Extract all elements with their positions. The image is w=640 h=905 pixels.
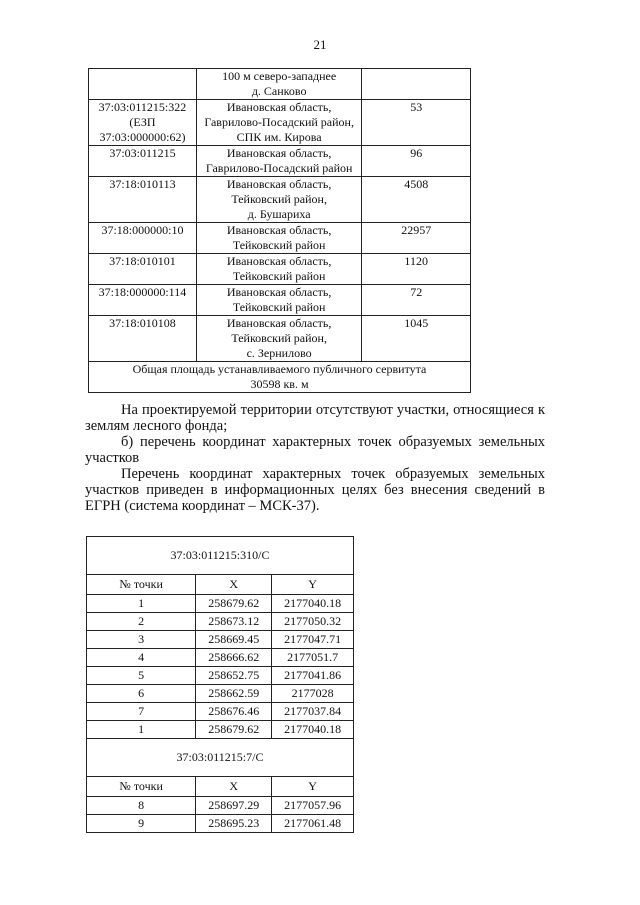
column-header-x: X xyxy=(196,575,272,595)
plots-table-row xyxy=(89,146,471,177)
point-x: 258673.12 xyxy=(196,613,272,631)
point-y: 2177050.32 xyxy=(272,613,354,631)
column-header-x: X xyxy=(196,777,272,797)
plot-cadastral-number: (ЕЗП xyxy=(129,115,156,129)
plot-area-value: 1120 xyxy=(404,254,428,268)
plot-area-value: 72 xyxy=(410,285,423,299)
point-number: 9 xyxy=(87,815,196,833)
plot-location-cell xyxy=(196,100,361,146)
plot-cadastral-number: 37:03:011215:322 xyxy=(98,100,187,114)
plot-location-cell xyxy=(196,177,361,223)
plot-cadastral-cell xyxy=(89,69,197,100)
point-number: 2 xyxy=(87,613,196,631)
point-y: 2177057.96 xyxy=(272,797,354,815)
plot-cadastral-cell xyxy=(89,254,197,285)
coordinate-row xyxy=(87,631,354,649)
coordinate-row xyxy=(87,667,354,685)
plots-table-row xyxy=(89,223,471,254)
plots-total-row xyxy=(89,362,471,393)
plots-table-row xyxy=(89,177,471,223)
plot-location-line: Ивановская область, xyxy=(226,254,332,268)
plot-cadastral-number: 37:18:000000:114 xyxy=(98,285,187,299)
column-header-point: № точки xyxy=(87,575,196,595)
plot-location-line: Тейковский район xyxy=(232,238,326,252)
parcel-header-row xyxy=(87,739,354,777)
coordinate-row xyxy=(87,613,354,631)
plot-cadastral-number: 37:18:010108 xyxy=(109,316,176,330)
point-y: 2177040.18 xyxy=(272,721,354,739)
plot-area-cell xyxy=(362,100,471,146)
plots-total-cell xyxy=(89,362,471,393)
column-header-y: Y xyxy=(272,777,354,797)
plot-location-line: Ивановская область, xyxy=(226,146,332,160)
plot-area-cell xyxy=(362,69,471,100)
plots-table xyxy=(88,68,471,393)
coordinate-row xyxy=(87,815,354,833)
plot-cadastral-cell xyxy=(89,100,197,146)
parcel-name: 37:03:011215:310/С xyxy=(87,537,354,575)
point-x: 258679.62 xyxy=(196,595,272,613)
plot-location-line: 100 м северо-западнее xyxy=(222,69,337,83)
plot-location-line: Ивановская область, xyxy=(226,177,332,191)
point-number: 6 xyxy=(87,685,196,703)
point-number: 1 xyxy=(87,721,196,739)
plot-location-cell xyxy=(196,254,361,285)
point-y: 2177037.84 xyxy=(272,703,354,721)
column-header-y: Y xyxy=(272,575,354,595)
paragraph-coords-note: Перечень координат характерных точек образуемых земельных участков приведен в информационных целях без внесения сведений в ЕГРН (система координат – МСК-37). xyxy=(85,466,545,514)
parcel-header-row xyxy=(87,537,354,575)
plots-total-value: 30598 кв. м xyxy=(250,377,309,391)
plot-area-value: 96 xyxy=(410,146,423,160)
plots-table-row xyxy=(89,100,471,146)
point-x: 258669.45 xyxy=(196,631,272,649)
point-x: 258666.62 xyxy=(196,649,272,667)
plot-location-line: Тейковский район xyxy=(232,269,326,283)
plot-area-cell xyxy=(362,254,471,285)
plot-location-line: Ивановская область, xyxy=(226,100,332,114)
point-x: 258652.75 xyxy=(196,667,272,685)
page-number: 21 xyxy=(313,37,327,52)
plot-location-line: Ивановская область, xyxy=(226,316,332,330)
plot-location-line: Тейковский район xyxy=(232,300,326,314)
plot-location-cell xyxy=(196,316,361,362)
coordinate-row xyxy=(87,649,354,667)
plots-table-row xyxy=(89,316,471,362)
plot-location-line: Тейковский район, xyxy=(231,192,327,206)
coords-column-header-row xyxy=(87,777,354,797)
paragraph-forest-fund: На проектируемой территории отсутствуют участки, относящиеся к землям лесного фонда; xyxy=(85,402,545,434)
plot-area-cell xyxy=(362,177,471,223)
plot-area-value: 1045 xyxy=(404,316,429,330)
plot-cadastral-cell xyxy=(89,146,197,177)
column-header-point: № точки xyxy=(87,777,196,797)
plot-location-line: Гаврилово-Посадский район xyxy=(205,161,353,175)
point-y: 2177040.18 xyxy=(272,595,354,613)
point-number: 5 xyxy=(87,667,196,685)
coordinate-row xyxy=(87,685,354,703)
plot-area-value: 4508 xyxy=(404,177,429,191)
plot-cadastral-number: 37:18:000000:10 xyxy=(101,223,184,237)
plot-location-line: СПК им. Кирова xyxy=(236,130,322,144)
point-y: 2177028 xyxy=(272,685,354,703)
plots-table-row xyxy=(89,254,471,285)
coordinate-row xyxy=(87,703,354,721)
plots-total-label: Общая площадь устанавливаемого публичного сервитута xyxy=(132,362,427,376)
plot-location-line: Гаврилово-Посадский район, xyxy=(204,115,354,129)
point-x: 258679.62 xyxy=(196,721,272,739)
plot-area-cell xyxy=(362,285,471,316)
point-x: 258695.23 xyxy=(196,815,272,833)
plot-location-line: Ивановская область, xyxy=(226,223,332,237)
plot-cadastral-cell xyxy=(89,316,197,362)
point-number: 4 xyxy=(87,649,196,667)
plot-cadastral-number: 37:18:010113 xyxy=(109,177,176,191)
plot-area-value: 22957 xyxy=(401,223,432,237)
plot-area-value: 53 xyxy=(410,100,423,114)
coordinate-row xyxy=(87,797,354,815)
coordinate-row xyxy=(87,595,354,613)
paragraph-coords-heading: б) перечень координат характерных точек образуемых земельных участков xyxy=(85,434,545,466)
plot-location-cell xyxy=(196,285,361,316)
plot-location-line: Ивановская область, xyxy=(226,285,332,299)
plot-location-line: с. Зернилово xyxy=(246,346,312,360)
plot-location-line: д. Бушариха xyxy=(247,207,311,221)
plot-cadastral-cell xyxy=(89,177,197,223)
coords-column-header-row xyxy=(87,575,354,595)
point-number: 8 xyxy=(87,797,196,815)
point-y: 2177051.7 xyxy=(272,649,354,667)
point-x: 258676.46 xyxy=(196,703,272,721)
point-x: 258662.59 xyxy=(196,685,272,703)
point-number: 3 xyxy=(87,631,196,649)
point-number: 1 xyxy=(87,595,196,613)
plot-area-cell xyxy=(362,146,471,177)
plots-table-row xyxy=(89,285,471,316)
plot-cadastral-number: 37:18:010101 xyxy=(109,254,176,268)
point-y: 2177041.86 xyxy=(272,667,354,685)
plot-location-cell xyxy=(196,69,361,100)
point-y: 2177047.71 xyxy=(272,631,354,649)
plot-cadastral-cell xyxy=(89,285,197,316)
point-number: 7 xyxy=(87,703,196,721)
plot-location-cell xyxy=(196,146,361,177)
plots-table-row xyxy=(89,69,471,100)
plot-cadastral-number: 37:03:011215 xyxy=(109,146,176,160)
point-x: 258697.29 xyxy=(196,797,272,815)
coordinate-row xyxy=(87,721,354,739)
plot-area-cell xyxy=(362,316,471,362)
parcel-name: 37:03:011215:7/С xyxy=(87,739,354,777)
plot-location-line: Тейковский район, xyxy=(231,331,327,345)
point-y: 2177061.48 xyxy=(272,815,354,833)
plot-area-cell xyxy=(362,223,471,254)
plot-location-line: д. Санково xyxy=(251,84,307,98)
plot-cadastral-cell xyxy=(89,223,197,254)
coordinates-table xyxy=(86,536,354,833)
plot-cadastral-number: 37:03:000000:62) xyxy=(99,130,186,144)
plot-location-cell xyxy=(196,223,361,254)
